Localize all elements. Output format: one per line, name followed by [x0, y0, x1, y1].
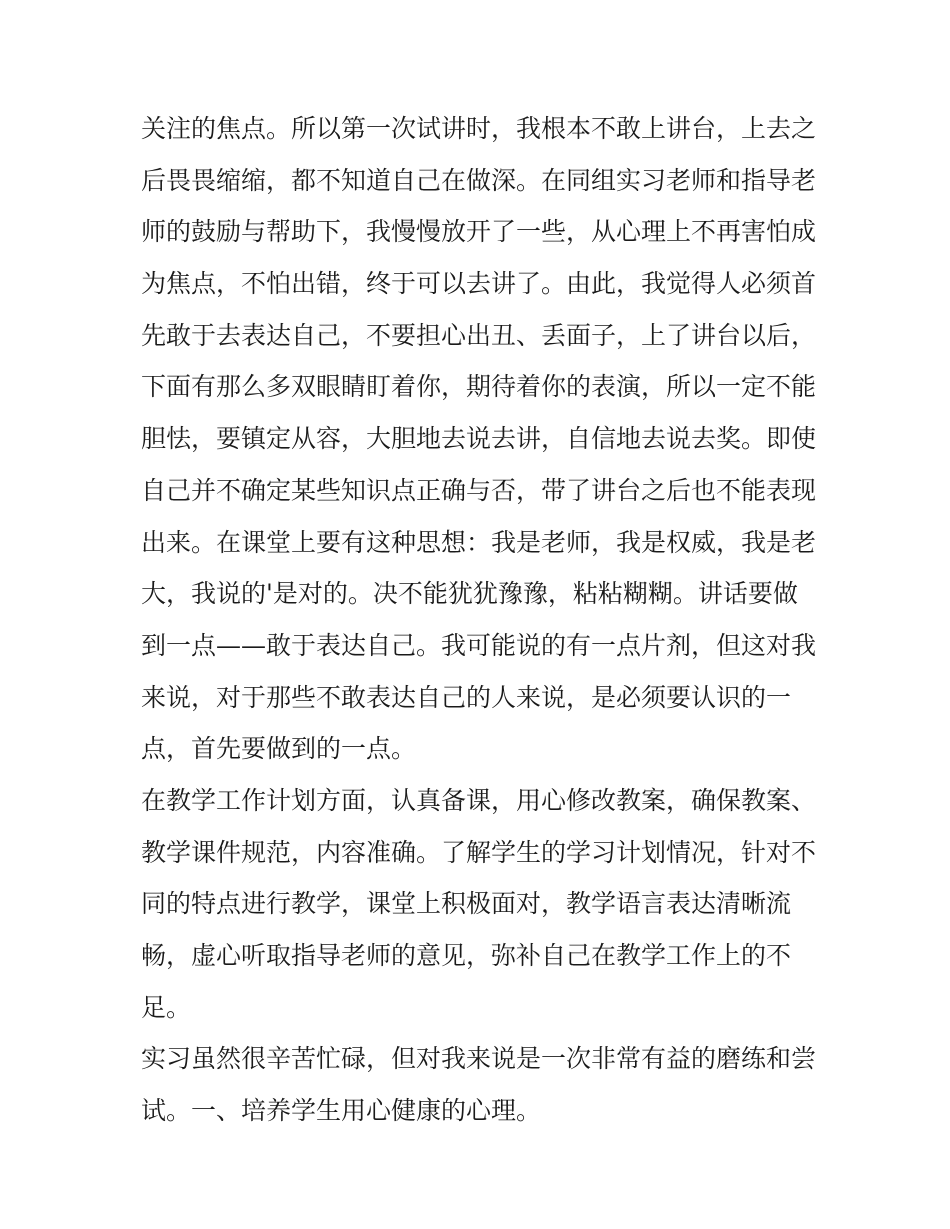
text-line: 点，首先要做到的一点。 [141, 734, 417, 764]
text-line: 先敢于去表达自己，不要担心出丑、丢面子，上了讲台以后， [141, 320, 817, 350]
text-line: 同的特点进行教学，课堂上积极面对，教学语言表达清晰流 [141, 889, 792, 919]
text-line: 胆怯，要镇定从容，大胆地去说去讲，自信地去说去奖。即使 [141, 424, 817, 454]
text-line: 关注的焦点。所以第一次试讲时，我根本不敢上讲台，上去之 [141, 114, 817, 143]
text-line: 教学课件规范，内容准确。了解学生的学习计划情况，针对不 [141, 837, 817, 867]
text-line: 到一点——敢于表达自己。我可能说的有一点片剂，但这对我 [141, 630, 817, 660]
text-line: 畅，虚心听取指导老师的意见，弥补自己在教学工作上的不 [141, 941, 792, 970]
text-line: 出来。在课堂上要有这种思想：我是老师，我是权威，我是老 [141, 527, 817, 557]
text-line: 试。一、培养学生用心健康的心理。 [141, 1096, 542, 1126]
text-line: 后畏畏缩缩，都不知道自己在做深。在同组实习老师和指导老 [141, 165, 817, 195]
text-line: 实习虽然很辛苦忙碌，但对我来说是一次非常有益的磨练和尝 [141, 1044, 817, 1074]
text-line: 在教学工作计划方面，认真备课，用心修改教案，确保教案、 [141, 785, 817, 815]
text-line: 自己并不确定某些知识点正确与否，带了讲台之后也不能表现 [141, 475, 817, 505]
text-line: 下面有那么多双眼睛盯着你，期待着你的表演，所以一定不能 [141, 372, 817, 402]
text-line: 来说，对于那些不敢表达自己的人来说，是必须要认识的一 [141, 682, 792, 712]
text-line: 为焦点，不怕出错，终于可以去讲了。由此，我觉得人必须首 [141, 269, 817, 299]
text-line: 足。 [141, 992, 192, 1022]
text-line: 师的鼓励与帮助下，我慢慢放开了一些，从心理上不再害怕成 [141, 217, 817, 247]
text-line: 大，我说的'是对的。决不能犹犹豫豫，粘粘糊糊。讲话要做 [141, 579, 798, 609]
body-text [141, 103, 821, 1137]
